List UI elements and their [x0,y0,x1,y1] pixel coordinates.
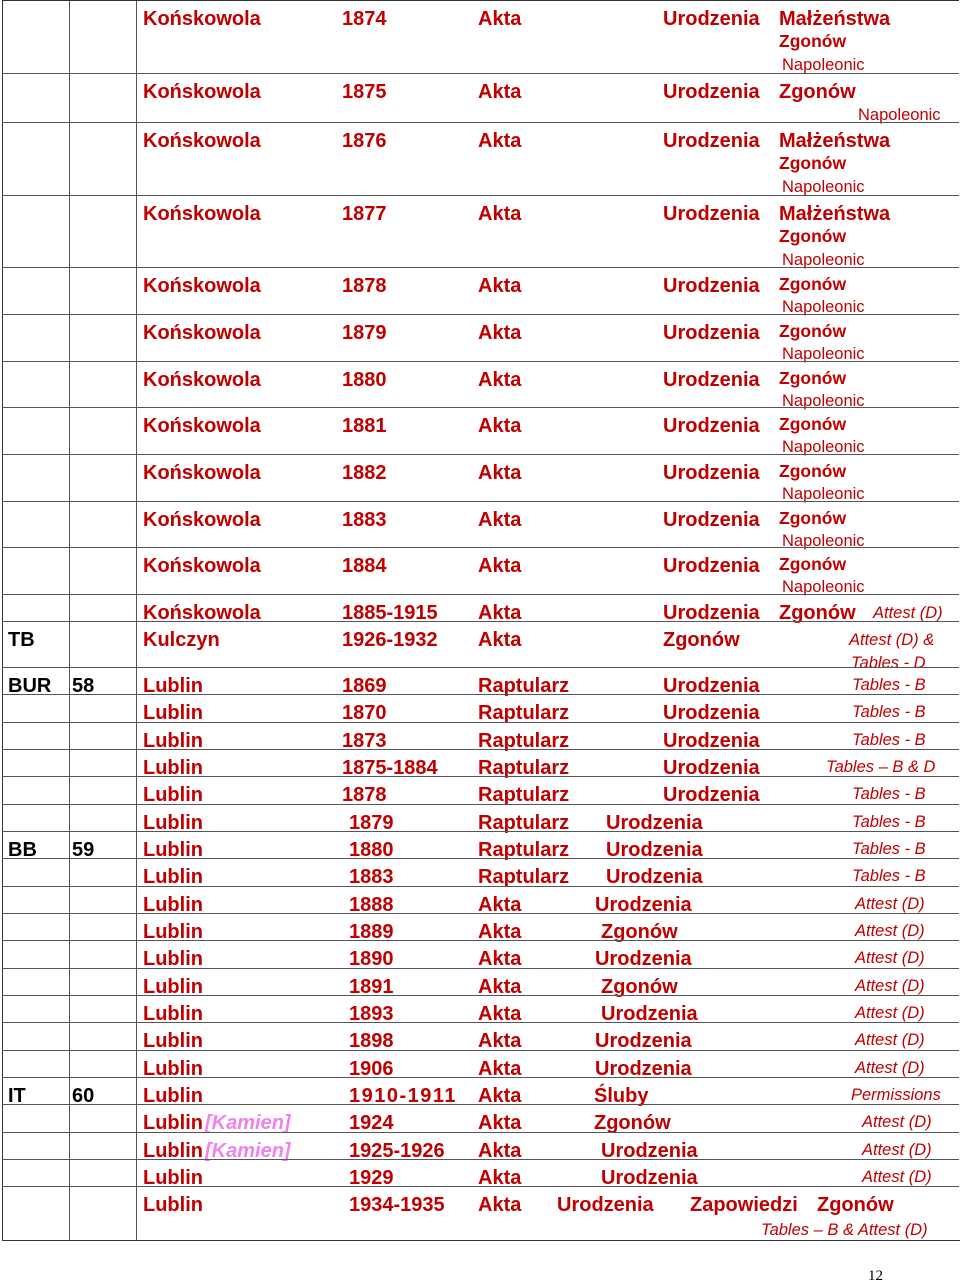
record-kind: Urodzenia [663,509,760,531]
town-name: Końskowola [143,555,261,577]
note: Tables - D [851,654,926,672]
town-name: Lublin [143,812,203,834]
note: Tables - B [852,676,926,694]
note: Napoleonic [858,106,941,124]
town-name: Końskowola [143,369,261,391]
record-kind: Urodzenia [601,1167,698,1189]
town-name: Lublin [143,1194,203,1216]
extra-record-kind: Zgonów [779,31,847,51]
note: Attest (D) [862,1141,932,1159]
record-years: 1890 [349,948,394,970]
extra-record-kind: Zgonów [817,1194,894,1216]
note: Napoleonic [782,178,865,196]
note: Napoleonic [782,56,865,74]
record-type: Akta [478,415,522,437]
volume-number: 59 [72,839,95,861]
record-kind: Urodzenia [663,322,760,344]
town-name: Końskowola [143,130,261,152]
note: Napoleonic [782,532,865,550]
town-name: Lublin [143,948,203,970]
record-type: Akta [478,1140,522,1162]
record-type: Akta [478,8,522,30]
record-kind: Urodzenia [557,1194,654,1216]
record-years: 1875-1884 [342,757,438,779]
extra-record-kind: Zgonów [779,153,847,173]
extra-record-kind: Zapowiedzi [690,1194,798,1216]
record-years: 1873 [342,730,387,752]
town-name: Lublin [143,1112,203,1134]
record-kind: Zgonów [601,976,678,998]
extra-record-kind: Małżeństwa [779,203,891,225]
record-kind: Urodzenia [663,702,760,724]
record-years: 1898 [349,1030,394,1052]
town-name: Lublin [143,1085,203,1107]
record-kind: Zgonów [663,629,740,651]
record-type: Akta [478,203,522,225]
town-name: Końskowola [143,602,261,624]
record-kind: Urodzenia [663,555,760,577]
record-years: 1891 [349,976,394,998]
record-kind: Urodzenia [663,81,760,103]
record-type: Akta [478,275,522,297]
town-qualifier: [Kamien] [205,1140,291,1162]
record-kind: Urodzenia [663,462,760,484]
record-kind: Zgonów [601,921,678,943]
extra-record-kind: Małżeństwa [779,130,891,152]
volume-number: 58 [72,675,95,697]
note: Attest (D) [862,1168,932,1186]
record-kind: Urodzenia [606,839,703,861]
record-years: 1870 [342,702,387,724]
extra-record-kind: Zgonów [779,602,856,624]
record-kind: Urodzenia [663,8,760,30]
record-type: Raptularz [478,839,570,861]
record-years: 1878 [342,784,387,806]
town-name: Lublin [143,675,203,697]
note: Tables - B [852,867,926,885]
extra-record-kind: Zgonów [779,81,856,103]
record-type: Raptularz [478,675,570,697]
town-name: Lublin [143,757,203,779]
shelf-code: BUR [8,675,52,697]
record-years: 1879 [342,322,387,344]
note: Permissions [851,1086,941,1104]
extra-record-kind: Zgonów [779,508,847,528]
volume-number: 60 [72,1085,95,1107]
record-type: Akta [478,1003,522,1025]
note: Napoleonic [782,438,865,456]
record-years: 1879 [349,812,394,834]
shelf-code: BB [8,839,37,861]
record-years: 1934-1935 [349,1194,445,1216]
note: Tables - B [852,785,926,803]
town-name: Lublin [143,866,203,888]
note: Attest (D) [855,949,925,967]
record-type: Raptularz [478,784,570,806]
record-type: Akta [478,369,522,391]
record-years: 1893 [349,1003,394,1025]
extra-record-kind: Zgonów [779,321,847,341]
note: Tables - B [852,813,926,831]
extra-record-kind: Zgonów [779,226,847,246]
town-name: Lublin [143,1030,203,1052]
note: Attest (D) [855,1031,925,1049]
town-name: Końskowola [143,203,261,225]
town-name: Lublin [143,702,203,724]
shelf-code: TB [8,629,35,651]
record-years: 1883 [342,509,387,531]
record-years: 1882 [342,462,387,484]
record-years: 1925-1926 [349,1140,445,1162]
record-years: 1883 [349,866,394,888]
record-years: 1880 [342,369,387,391]
town-name: Lublin [143,784,203,806]
record-years: 1874 [342,8,387,30]
record-years: 1929 [349,1167,394,1189]
town-name: Końskowola [143,462,261,484]
record-type: Akta [478,1167,522,1189]
town-name: Końskowola [143,275,261,297]
record-years: 1880 [349,839,394,861]
record-kind: Urodzenia [601,1140,698,1162]
town-name: Lublin [143,839,203,861]
town-name: Końskowola [143,322,261,344]
note: Attest (D) & [849,631,935,649]
record-type: Akta [478,1194,522,1216]
record-years: 1875 [342,81,387,103]
record-kind: Urodzenia [663,369,760,391]
note: Napoleonic [782,298,865,316]
town-name: Lublin [143,1003,203,1025]
record-kind: Urodzenia [606,812,703,834]
record-kind: Urodzenia [595,1058,692,1080]
town-name: Końskowola [143,8,261,30]
note: Tables – B & Attest (D) [761,1221,928,1239]
town-qualifier: [Kamien] [205,1112,291,1134]
note: Attest (D) [855,922,925,940]
record-kind: Urodzenia [663,730,760,752]
record-kind: Zgonów [594,1112,671,1134]
record-kind: Urodzenia [663,275,760,297]
town-name: Lublin [143,894,203,916]
record-years: 1906 [349,1058,394,1080]
record-type: Akta [478,1112,522,1134]
note: Tables - B [852,731,926,749]
record-kind: Urodzenia [663,130,760,152]
record-type: Akta [478,555,522,577]
town-name: Lublin [143,1167,203,1189]
note: Napoleonic [782,392,865,410]
record-years: 1884 [342,555,387,577]
record-years: 1881 [342,415,387,437]
record-kind: Urodzenia [663,675,760,697]
record-type: Raptularz [478,702,570,724]
note: Attest (D) [855,977,925,995]
note: Attest (D) [855,1059,925,1077]
extra-record-kind: Małżeństwa [779,8,891,30]
note: Tables - B [852,840,926,858]
town-name: Lublin [143,730,203,752]
record-years: 1885-1915 [342,602,438,624]
town-name: Końskowola [143,81,261,103]
note: Napoleonic [782,485,865,503]
record-years: 1910-1911 [349,1085,458,1107]
record-type: Raptularz [478,757,570,779]
note: Napoleonic [782,578,865,596]
note: Tables – B & D [826,758,936,776]
record-type: Akta [478,509,522,531]
note: Attest (D) [855,1004,925,1022]
record-type: Akta [478,462,522,484]
note: Tables - B [852,703,926,721]
record-kind: Urodzenia [663,784,760,806]
record-years: 1878 [342,275,387,297]
record-kind: Urodzenia [595,948,692,970]
note: Attest (D) [873,604,943,622]
record-kind: Urodzenia [595,1030,692,1052]
note: Attest (D) [862,1113,932,1131]
record-type: Akta [478,1058,522,1080]
extra-record-kind: Zgonów [779,368,847,388]
record-kind: Urodzenia [663,602,760,624]
record-years: 1926-1932 [342,629,438,651]
record-type: Akta [478,1085,522,1107]
extra-record-kind: Zgonów [779,274,847,294]
record-type: Akta [478,976,522,998]
record-kind: Urodzenia [663,757,760,779]
record-type: Akta [478,629,522,651]
page-number: 12 [868,1268,883,1284]
record-kind: Urodzenia [595,894,692,916]
shelf-code: IT [8,1085,26,1107]
record-kind: Śluby [594,1085,649,1107]
town-name: Końskowola [143,509,261,531]
record-type: Akta [478,894,522,916]
record-years: 1877 [342,203,387,225]
record-type: Akta [478,81,522,103]
note: Attest (D) [855,895,925,913]
record-kind: Urodzenia [601,1003,698,1025]
extra-record-kind: Zgonów [779,414,847,434]
record-type: Akta [478,948,522,970]
town-name: Końskowola [143,415,261,437]
record-years: 1869 [342,675,387,697]
extra-record-kind: Zgonów [779,461,847,481]
extra-record-kind: Zgonów [779,554,847,574]
record-type: Akta [478,1030,522,1052]
note: Napoleonic [782,345,865,363]
record-years: 1889 [349,921,394,943]
record-years: 1888 [349,894,394,916]
record-years: 1924 [349,1112,394,1134]
record-type: Akta [478,921,522,943]
record-type: Akta [478,322,522,344]
town-name: Kulczyn [143,629,220,651]
note: Napoleonic [782,251,865,269]
record-kind: Urodzenia [663,415,760,437]
town-name: Lublin [143,976,203,998]
record-kind: Urodzenia [606,866,703,888]
record-type: Raptularz [478,730,570,752]
town-name: Lublin [143,1140,203,1162]
record-type: Akta [478,602,522,624]
record-type: Akta [478,130,522,152]
record-years: 1876 [342,130,387,152]
record-type: Raptularz [478,866,570,888]
record-type: Raptularz [478,812,570,834]
town-name: Lublin [143,921,203,943]
town-name: Lublin [143,1058,203,1080]
record-kind: Urodzenia [663,203,760,225]
